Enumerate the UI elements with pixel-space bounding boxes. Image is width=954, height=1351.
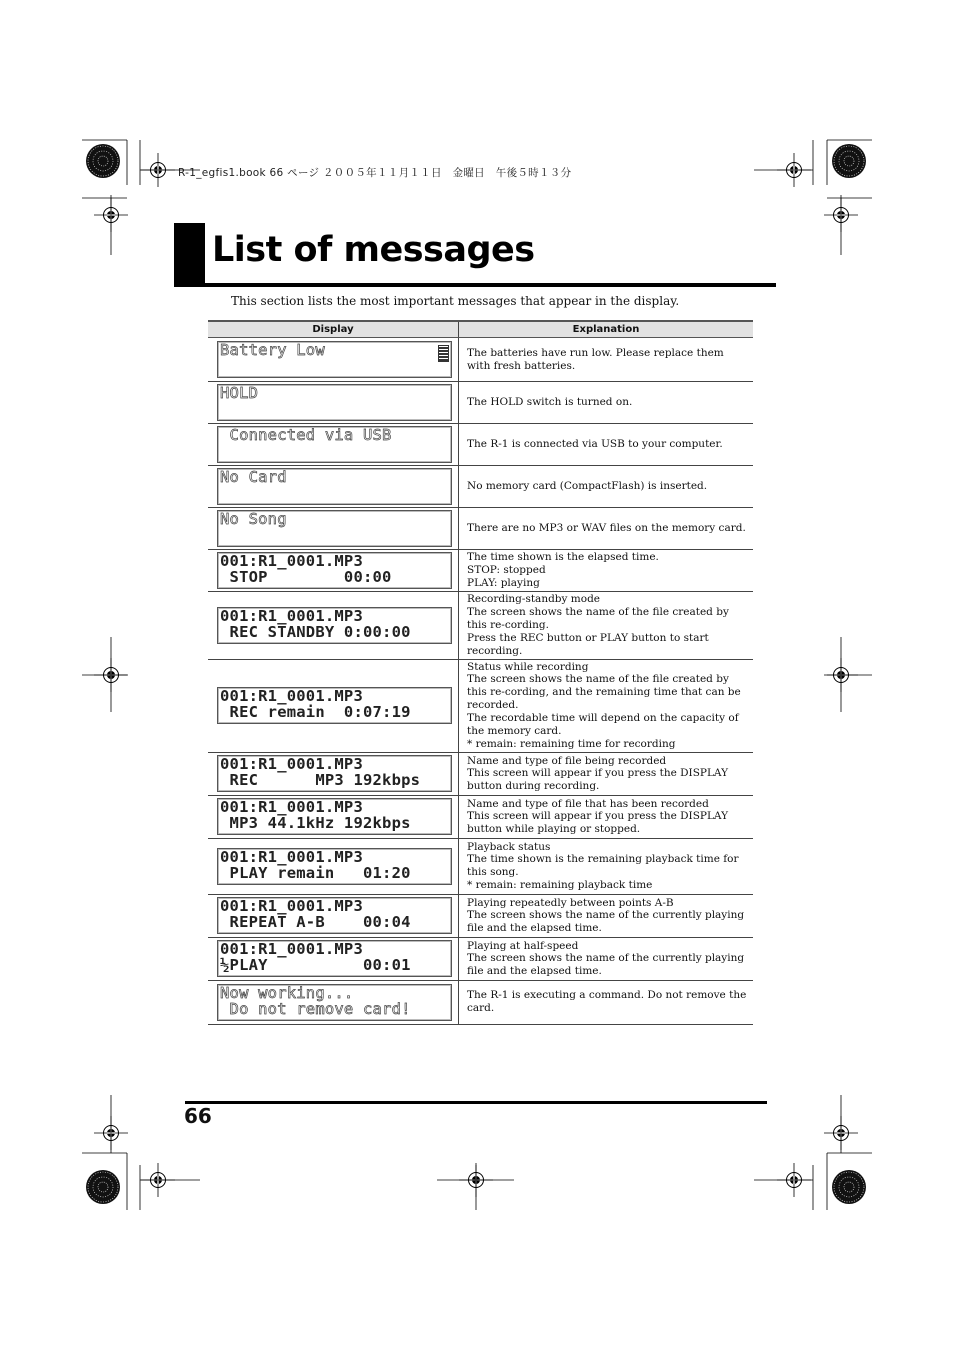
file-header: R-1_egfis1.book 66 ページ ２００５年１１月１１日 金曜日 午後５時１３分 — [178, 167, 572, 179]
explanation-cell — [459, 466, 754, 508]
explanation-line: STOP: stopped — [467, 564, 546, 577]
lcd-line-2: PLAY remain 01:20 — [220, 863, 411, 882]
display-cell — [208, 659, 459, 752]
lcd-line-2: STOP 00:00 — [220, 568, 392, 586]
explanation-line: The screen shows the name of the file created by this re-cording, and the remaining time that can be recorded. — [467, 673, 741, 712]
display-cell — [208, 382, 459, 424]
explanation-cell — [459, 592, 754, 660]
lcd-line-2: REC MP3 192kbps — [220, 771, 421, 790]
display-cell — [208, 894, 459, 937]
table-row — [208, 752, 753, 795]
lcd-line-1: No Song — [220, 510, 287, 528]
explanation-line: This screen will appear if you press the DISPLAY button while playing or stopped. — [467, 810, 729, 836]
battery-icon — [438, 345, 449, 362]
display-cell — [208, 592, 459, 660]
explanation-line: The recordable time will depend on the capacity of the memory card. — [467, 712, 739, 738]
display-cell — [208, 937, 459, 980]
lcd-line-2: Do not remove card! — [220, 999, 411, 1018]
lcd-screen — [217, 552, 452, 589]
table-row — [208, 795, 753, 838]
explanation-line: There are no MP3 or WAV files on the memory card. — [467, 522, 746, 535]
lcd-line-1: Now working... — [220, 983, 354, 1002]
explanation-line: This screen will appear if you press the DISPLAY button during recording. — [467, 767, 729, 793]
column-header-display: Display — [208, 321, 459, 338]
messages-table — [208, 320, 753, 1025]
explanation-line: Playing repeatedly between points A-B — [467, 896, 674, 909]
lcd-screen — [217, 798, 452, 835]
lcd-line-1: 001:R1_0001.MP3 — [220, 687, 363, 706]
lcd-line-1: No Card — [220, 468, 287, 486]
explanation-line: No memory card (CompactFlash) is inserted. — [467, 480, 708, 493]
lcd-screen — [217, 426, 452, 463]
explanation-line: Recording-standby mode — [467, 593, 601, 605]
explanation-cell — [459, 659, 754, 752]
lcd-line-2: REC STANDBY 0:00:00 — [220, 622, 411, 641]
lcd-screen — [217, 607, 452, 644]
lcd-screen — [217, 468, 452, 505]
lcd-line-1: Connected via USB — [220, 426, 392, 444]
explanation-line: Press the REC button or PLAY button to start recording. — [467, 631, 709, 657]
title-marker-bar — [174, 223, 205, 287]
messages-table-body — [208, 338, 753, 1025]
display-cell — [208, 980, 459, 1024]
display-cell — [208, 424, 459, 466]
intro-text: This section lists the most important messages that appear in the display. — [231, 294, 680, 308]
explanation-line: * remain: remaining time for recording — [467, 737, 676, 750]
lcd-line-1: 001:R1_0001.MP3 — [220, 798, 363, 817]
lcd-screen — [217, 984, 452, 1021]
page-title: List of messages — [212, 230, 535, 270]
lcd-line-1: 001:R1_0001.MP3 — [220, 552, 363, 570]
explanation-cell — [459, 937, 754, 980]
explanation-line: The time shown is the remaining playback time for this song. — [467, 853, 739, 879]
lcd-line-1: 001:R1_0001.MP3 — [220, 606, 363, 625]
explanation-line: Name and type of file that has been recorded — [467, 797, 709, 810]
lcd-screen — [217, 510, 452, 547]
explanation-line: * remain: remaining playback time — [467, 879, 653, 892]
lcd-line-1: 001:R1_0001.MP3 — [220, 940, 363, 959]
table-row — [208, 838, 753, 894]
display-cell — [208, 466, 459, 508]
explanation-cell — [459, 508, 754, 550]
explanation-cell — [459, 338, 754, 382]
lcd-screen — [217, 848, 452, 885]
explanation-cell — [459, 894, 754, 937]
lcd-line-2: ½PLAY 00:01 — [220, 956, 411, 975]
column-header-explanation: Explanation — [459, 321, 754, 338]
lcd-screen — [217, 897, 452, 934]
explanation-line: The HOLD switch is turned on. — [467, 396, 633, 409]
display-cell — [208, 795, 459, 838]
explanation-cell — [459, 795, 754, 838]
table-row — [208, 592, 753, 660]
explanation-line: PLAY: playing — [467, 576, 540, 589]
table-row — [208, 937, 753, 980]
lcd-line-1: 001:R1_0001.MP3 — [220, 897, 363, 916]
table-row — [208, 659, 753, 752]
lcd-line-1: HOLD — [220, 384, 259, 402]
lcd-line-1: 001:R1_0001.MP3 — [220, 847, 363, 866]
explanation-cell — [459, 980, 754, 1024]
explanation-cell — [459, 838, 754, 894]
page-number: 66 — [184, 1104, 212, 1128]
explanation-line: The screen shows the name of the currently playing file and the elapsed time. — [467, 952, 745, 978]
table-row — [208, 894, 753, 937]
explanation-line: Playback status — [467, 840, 551, 853]
table-row — [208, 550, 753, 592]
display-cell — [208, 550, 459, 592]
explanation-line: Name and type of file being recorded — [467, 754, 667, 767]
explanation-line: Status while recording — [467, 660, 589, 673]
explanation-cell — [459, 752, 754, 795]
explanation-cell — [459, 550, 754, 592]
explanation-cell — [459, 382, 754, 424]
display-cell — [208, 752, 459, 795]
table-row — [208, 508, 753, 550]
title-rule — [174, 283, 776, 287]
lcd-screen — [217, 755, 452, 792]
table-row — [208, 980, 753, 1024]
table-row — [208, 382, 753, 424]
explanation-cell — [459, 424, 754, 466]
lcd-screen — [217, 687, 452, 724]
display-cell — [208, 338, 459, 382]
explanation-line: Playing at half-speed — [467, 939, 579, 952]
table-row — [208, 466, 753, 508]
display-cell — [208, 508, 459, 550]
table-row — [208, 338, 753, 382]
explanation-line: The time shown is the elapsed time. — [467, 551, 659, 564]
display-cell — [208, 838, 459, 894]
lcd-line-1: 001:R1_0001.MP3 — [220, 755, 363, 774]
table-header-row — [208, 321, 753, 338]
explanation-line: The R-1 is connected via USB to your computer. — [467, 438, 723, 451]
lcd-line-2: MP3 44.1kHz 192kbps — [220, 814, 411, 833]
explanation-line: The screen shows the name of the file created by this re-cording. — [467, 605, 729, 631]
table-row — [208, 424, 753, 466]
explanation-line: The screen shows the name of the currently playing file and the elapsed time. — [467, 909, 745, 935]
lcd-line-1: Battery Low — [220, 341, 325, 359]
lcd-line-2: REC remain 0:07:19 — [220, 703, 411, 722]
lcd-screen — [217, 341, 452, 378]
lcd-screen — [217, 940, 452, 977]
explanation-line: The batteries have run low. Please replace them with fresh batteries. — [467, 346, 724, 372]
explanation-line: The R-1 is executing a command. Do not remove the card. — [467, 989, 747, 1015]
footer-rule — [185, 1101, 767, 1104]
lcd-screen — [217, 384, 452, 421]
lcd-line-2: REPEAT A-B 00:04 — [220, 913, 411, 932]
